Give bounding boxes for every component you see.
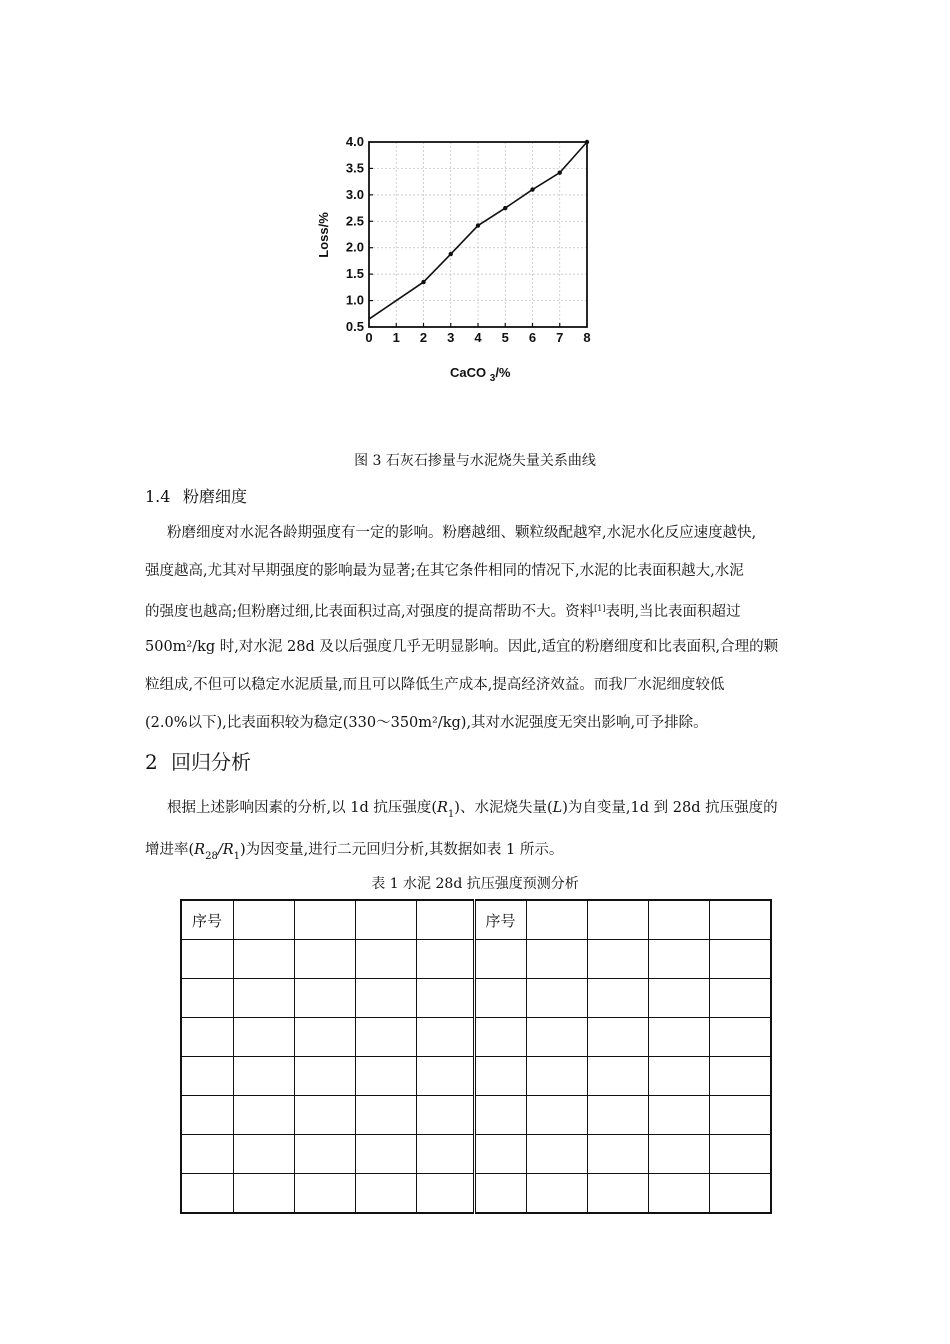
table-cell xyxy=(355,900,416,940)
table-row xyxy=(181,1096,771,1135)
table-cell xyxy=(294,1096,355,1135)
table-cell xyxy=(587,1018,648,1057)
table-cell xyxy=(526,1018,587,1057)
table-cell xyxy=(587,1057,648,1096)
x-axis-label-rest: /% xyxy=(495,365,511,380)
x-tick-label: 5 xyxy=(501,330,509,345)
y-tick-label: 4.0 xyxy=(345,134,364,149)
table-cell xyxy=(416,1174,474,1214)
y-tick-label: 2.0 xyxy=(345,239,364,255)
table-cell xyxy=(648,1096,709,1135)
x-tick-label: 1 xyxy=(392,330,400,345)
data-point xyxy=(585,140,589,144)
table-cell xyxy=(526,979,587,1018)
table-caption: 表 1 水泥 28d 抗压强度预测分析 xyxy=(371,876,579,892)
text-run: )为因变量,进行二元回归分析,其数据如表 1 所示。 xyxy=(240,842,564,858)
table-cell xyxy=(474,1057,526,1096)
prediction-table xyxy=(180,899,772,1214)
table-cell xyxy=(474,979,526,1018)
section-2-number: 2 xyxy=(145,750,158,774)
table-cell xyxy=(709,1018,771,1057)
variable-r: R xyxy=(194,842,206,858)
section-2-heading xyxy=(145,746,251,775)
y-tick-label: 2.5 xyxy=(345,213,364,229)
table-cell xyxy=(181,1057,233,1096)
text-run: 根据上述影响因素的分析,以 1d 抗压强度( xyxy=(167,800,437,816)
table-cell xyxy=(355,1018,416,1057)
table-cell xyxy=(416,900,474,940)
x-axis-label-text: CaCO xyxy=(450,365,487,380)
table-cell xyxy=(587,979,648,1018)
x-tick-label: 3 xyxy=(447,330,455,345)
table-cell xyxy=(587,1096,648,1135)
table-cell xyxy=(233,1096,294,1135)
table-cell xyxy=(587,1174,648,1214)
table-cell xyxy=(526,1096,587,1135)
table-cell xyxy=(355,1096,416,1135)
table-cell xyxy=(709,940,771,979)
text-run: 增进率( xyxy=(145,842,195,858)
x-tick-label: 7 xyxy=(556,330,564,345)
table-row xyxy=(181,1018,771,1057)
x-tick-label: 2 xyxy=(419,330,428,345)
table-row xyxy=(181,1135,771,1174)
paragraph-line xyxy=(145,787,810,829)
subscript-28: 28 xyxy=(205,851,218,862)
table-cell xyxy=(233,979,294,1018)
table-header-row xyxy=(181,900,771,940)
paragraph-line-part: 的强度也越高;但粉磨过细,比表面积过高,对强度的提高帮助不大。资料 xyxy=(145,604,595,620)
header-cell-index-left: 序号 xyxy=(181,900,233,940)
table-cell xyxy=(648,900,709,940)
table-cell xyxy=(294,940,355,979)
table-cell xyxy=(233,1018,294,1057)
text-run: )、水泥烧失量( xyxy=(454,800,553,816)
table-cell xyxy=(474,1096,526,1135)
table-cell xyxy=(587,900,648,940)
subscript-1: 1 xyxy=(447,809,455,820)
y-tick-label: 1.5 xyxy=(345,266,364,282)
y-tick-label: 0.5 xyxy=(345,319,364,334)
table-cell xyxy=(709,1174,771,1214)
table-cell xyxy=(181,940,233,979)
table-cell xyxy=(181,1096,233,1135)
table-cell xyxy=(294,900,355,940)
y-tick-label: 3.0 xyxy=(345,186,364,202)
variable-r: R xyxy=(437,800,448,816)
table-cell xyxy=(181,1135,233,1174)
figure-caption: 图 3 石灰石掺量与水泥烧失量关系曲线 xyxy=(354,453,596,469)
paragraph-line: 粉磨细度对水泥各龄期强度有一定的影响。粉磨越细、颗粒级配越窄,水泥水化反应速度越快, xyxy=(167,525,757,541)
paragraph-line: 500m²/kg 时,对水泥 28d 及以后强度几乎无明显影响。因此,适宜的粉磨细度和比表面积,合理的颗 xyxy=(145,639,779,655)
table-cell xyxy=(709,1096,771,1135)
section-1-4-paragraph xyxy=(145,514,810,742)
table-row xyxy=(181,940,771,979)
x-axis-label-subscript: 3 xyxy=(489,373,496,384)
y-axis-label: Loss/% xyxy=(316,212,331,258)
table-cell xyxy=(416,1096,474,1135)
fraction-slash: / xyxy=(217,842,223,858)
y-tick-label: 3.5 xyxy=(345,160,364,176)
table-cell xyxy=(648,1057,709,1096)
table-cell xyxy=(526,900,587,940)
table-cell xyxy=(233,1057,294,1096)
table-cell xyxy=(474,1135,526,1174)
paragraph-line-part: 表明,当比表面积超过 xyxy=(605,604,741,620)
data-point xyxy=(449,252,453,256)
table-cell xyxy=(181,979,233,1018)
section-2-paragraph xyxy=(145,787,810,871)
table-cell xyxy=(233,1174,294,1214)
table-cell xyxy=(416,1135,474,1174)
data-point xyxy=(530,187,534,191)
table-cell xyxy=(474,1174,526,1214)
table-cell xyxy=(709,1135,771,1174)
data-point xyxy=(476,223,480,227)
section-1-4-number: 1.4 xyxy=(145,487,171,506)
data-point xyxy=(421,280,425,284)
y-tick-label: 1.0 xyxy=(345,292,364,308)
table-cell xyxy=(648,979,709,1018)
table-cell xyxy=(587,1135,648,1174)
table-cell xyxy=(181,1018,233,1057)
table-cell xyxy=(648,1135,709,1174)
paragraph-line xyxy=(145,590,810,628)
table-cell xyxy=(294,1135,355,1174)
table-cell xyxy=(526,1135,587,1174)
table-cell xyxy=(709,979,771,1018)
loss-vs-caco3-chart xyxy=(300,125,620,395)
table-cell xyxy=(181,1174,233,1214)
table-cell xyxy=(474,1018,526,1057)
data-point xyxy=(558,170,562,174)
paragraph-line xyxy=(145,829,810,871)
table-cell xyxy=(416,1018,474,1057)
table-cell xyxy=(355,1135,416,1174)
table-cell xyxy=(294,1018,355,1057)
table-row xyxy=(181,979,771,1018)
table-cell xyxy=(709,900,771,940)
subscript-1: 1 xyxy=(233,851,241,862)
table-row xyxy=(181,1174,771,1214)
text-run: )为自变量,1d 到 28d 抗压强度的 xyxy=(562,800,778,816)
table-row xyxy=(181,1057,771,1096)
x-tick-label: 0 xyxy=(365,330,373,345)
table-cell xyxy=(709,1057,771,1096)
table-cell xyxy=(416,979,474,1018)
table-cell xyxy=(355,1174,416,1214)
table-cell xyxy=(587,940,648,979)
paragraph-line: 粒组成,不但可以稳定水泥质量,而且可以降低生产成本,提高经济效益。而我厂水泥细度较低 xyxy=(145,677,725,693)
chart-grid xyxy=(369,142,587,327)
variable-l: L xyxy=(552,800,563,816)
table-cell xyxy=(526,1057,587,1096)
section-1-4-title: 粉磨细度 xyxy=(183,487,248,506)
table-cell xyxy=(233,940,294,979)
x-tick-label: 8 xyxy=(583,330,591,345)
table-cell xyxy=(355,979,416,1018)
table-cell xyxy=(648,940,709,979)
table-cell xyxy=(294,1057,355,1096)
citation-reference[interactable]: [1] xyxy=(594,604,606,613)
table-cell xyxy=(233,900,294,940)
table-cell xyxy=(526,940,587,979)
table-cell xyxy=(355,1057,416,1096)
table-cell xyxy=(526,1174,587,1214)
table-cell xyxy=(294,1174,355,1214)
x-axis-label xyxy=(450,365,511,384)
table-cell xyxy=(355,940,416,979)
header-cell-index-right: 序号 xyxy=(474,900,526,940)
data-point xyxy=(503,206,507,210)
table-cell xyxy=(416,1057,474,1096)
table-cell xyxy=(294,979,355,1018)
variable-r: R xyxy=(222,842,234,858)
table-cell xyxy=(233,1135,294,1174)
table-cell xyxy=(416,940,474,979)
x-tick-label: 4 xyxy=(474,330,482,345)
table-cell xyxy=(474,940,526,979)
table-cell xyxy=(648,1018,709,1057)
section-2-title: 回归分析 xyxy=(171,750,251,774)
x-tick-label: 6 xyxy=(528,330,537,345)
paragraph-line: (2.0%以下),比表面积较为稳定(330～350m²/kg),其对水泥强度无突出影响,可予排除。 xyxy=(145,715,708,731)
paragraph-line: 强度越高,尤其对早期强度的影响最为显著;在其它条件相同的情况下,水泥的比表面积越大,水泥 xyxy=(145,563,744,579)
table-cell xyxy=(648,1174,709,1214)
section-1-4-heading xyxy=(145,484,247,507)
